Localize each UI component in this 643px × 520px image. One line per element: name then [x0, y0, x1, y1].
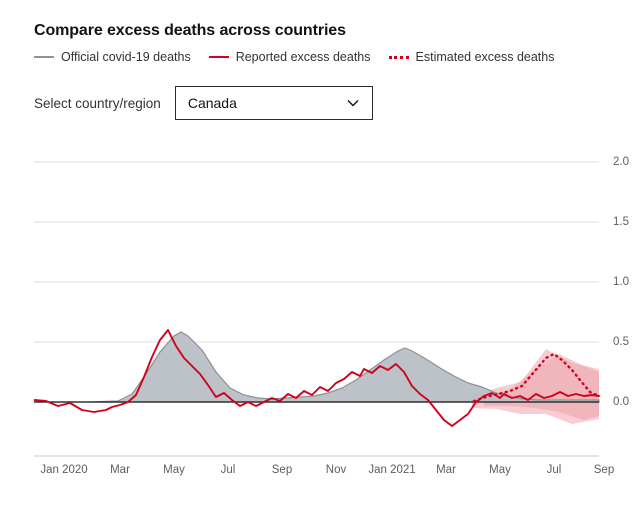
x-tick-label: Jan 2021	[368, 464, 416, 476]
chevron-down-icon	[346, 96, 360, 110]
y-tick-label: 0.5	[613, 336, 629, 348]
legend-item-estimated-excess-deaths	[389, 50, 555, 64]
x-tick-label: Sep	[593, 464, 615, 476]
estimated-excess-deaths-band	[472, 349, 599, 424]
x-tick-label: Jul	[220, 464, 236, 476]
legend-label: Official covid-19 deaths	[61, 50, 191, 64]
x-tick-label: Jul	[546, 464, 562, 476]
legend-label: Estimated excess deaths	[415, 50, 555, 64]
x-tick-label: Sep	[271, 464, 293, 476]
x-tick-label: Mar	[110, 464, 130, 476]
excess-deaths-plot-svg	[34, 144, 629, 499]
y-tick-label: 2.0	[613, 156, 629, 168]
country-selector-row	[34, 86, 629, 120]
chart-plot-area	[34, 144, 629, 499]
x-tick-label: May	[489, 464, 511, 476]
line-swatch-icon	[209, 56, 229, 58]
line-swatch-icon	[34, 56, 54, 58]
chart-plot-wrap	[34, 144, 629, 499]
dotted-line-swatch-icon	[389, 56, 409, 59]
chart-legend	[34, 50, 629, 64]
y-tick-label: 1.0	[613, 276, 629, 288]
x-tick-label: May	[163, 464, 185, 476]
page-title: Compare excess deaths across countries	[34, 22, 346, 39]
y-tick-label: 0.0	[613, 396, 629, 408]
legend-item-reported-excess-deaths	[209, 50, 371, 64]
country-select-label: Select country/region	[34, 95, 161, 111]
x-tick-label: Nov	[325, 464, 347, 476]
legend-label: Reported excess deaths	[235, 50, 371, 64]
x-tick-label: Jan 2020	[40, 464, 88, 476]
country-select[interactable]	[175, 86, 373, 120]
country-select-value: Canada	[187, 95, 237, 111]
gridlines	[34, 162, 599, 342]
legend-item-official-covid-deaths	[34, 50, 191, 64]
x-tick-label: Mar	[436, 464, 456, 476]
y-tick-label: 1.5	[613, 216, 629, 228]
